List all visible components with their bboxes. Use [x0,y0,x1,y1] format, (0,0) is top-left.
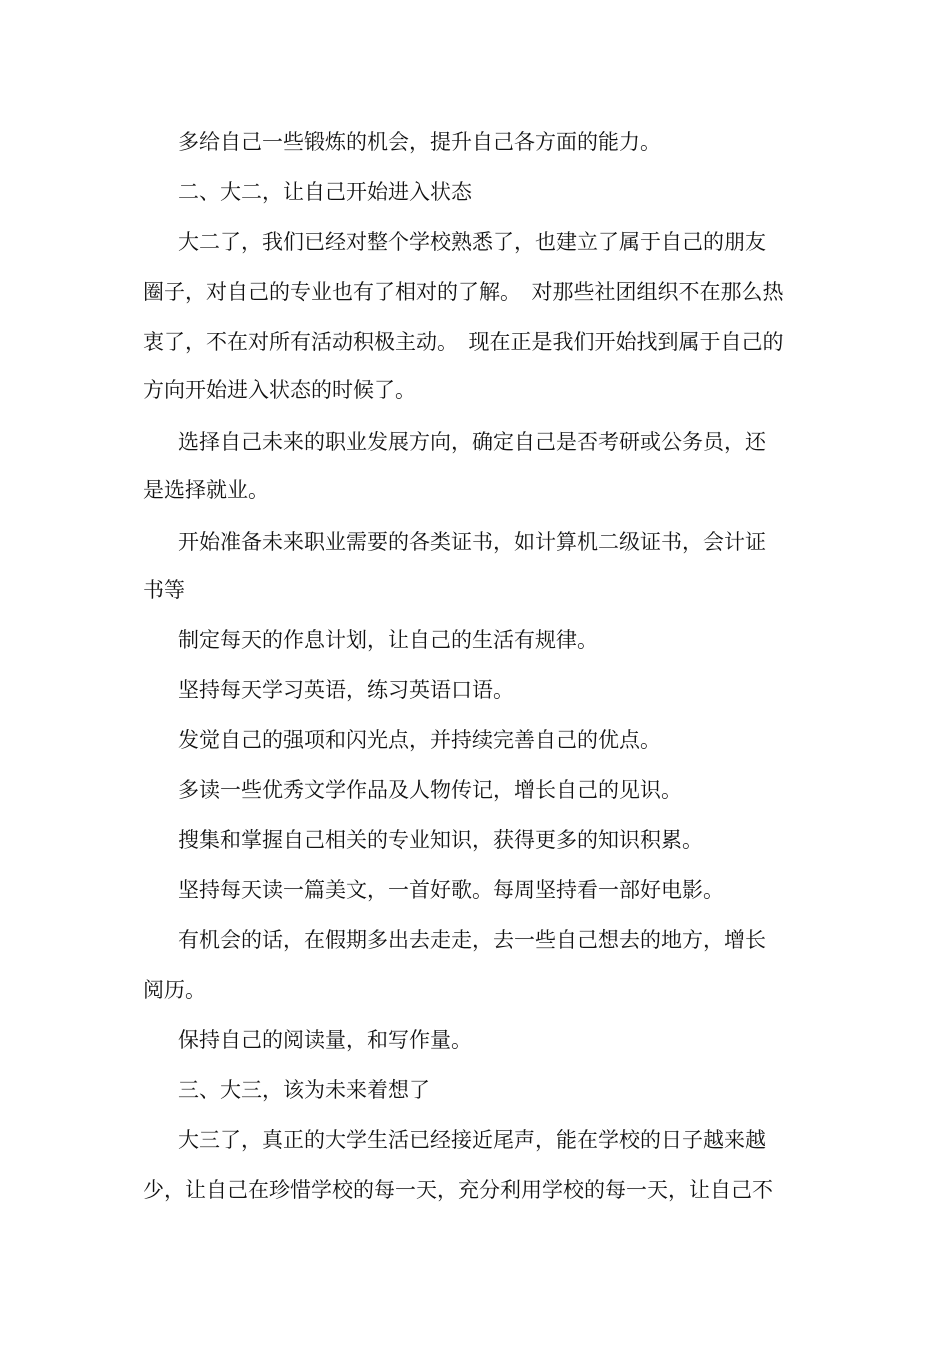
paragraph-line: 开始准备未来职业需要的各类证书，如计算机二级证书，会计证 [178,530,766,554]
paragraph-line: 选择自己未来的职业发展方向，确定自己是否考研或公务员，还 [178,430,766,454]
section-heading-year-two: 二、大二，让自己开始进入状态 [178,180,472,204]
paragraph-line: 发觉自己的强项和闪光点，并持续完善自己的优点。 [178,728,661,752]
paragraph-line: 搜集和掌握自己相关的专业知识，获得更多的知识积累。 [178,828,703,852]
paragraph-line: 书等 [143,578,185,602]
paragraph-line: 阅历。 [143,978,206,1002]
paragraph-line: 少，让自己在珍惜学校的每一天，充分利用学校的每一天，让自己不 [143,1178,773,1202]
paragraph-line: 制定每天的作息计划，让自己的生活有规律。 [178,628,598,652]
paragraph-line: 有机会的话，在假期多出去走走，去一些自己想去的地方，增长 [178,928,766,952]
paragraph-line: 衷了，不在对所有活动积极主动。 现在正是我们开始找到属于自己的 [143,330,784,354]
section-heading-year-three: 三、大三，该为未来着想了 [178,1078,430,1102]
paragraph-line: 多读一些优秀文学作品及人物传记，增长自己的见识。 [178,778,682,802]
paragraph-line: 保持自己的阅读量，和写作量。 [178,1028,472,1052]
paragraph-line: 坚持每天学习英语，练习英语口语。 [178,678,514,702]
paragraph-line: 大三了，真正的大学生活已经接近尾声，能在学校的日子越来越 [178,1128,766,1152]
paragraph-line: 多给自己一些锻炼的机会，提升自己各方面的能力。 [178,130,661,154]
paragraph-line: 坚持每天读一篇美文，一首好歌。每周坚持看一部好电影。 [178,878,724,902]
paragraph-line: 圈子，对自己的专业也有了相对的了解。 对那些社团组织不在那么热 [143,280,784,304]
paragraph-line: 是选择就业。 [143,478,269,502]
paragraph-line: 大二了，我们已经对整个学校熟悉了，也建立了属于自己的朋友 [178,230,766,254]
paragraph-line: 方向开始进入状态的时候了。 [143,378,416,402]
